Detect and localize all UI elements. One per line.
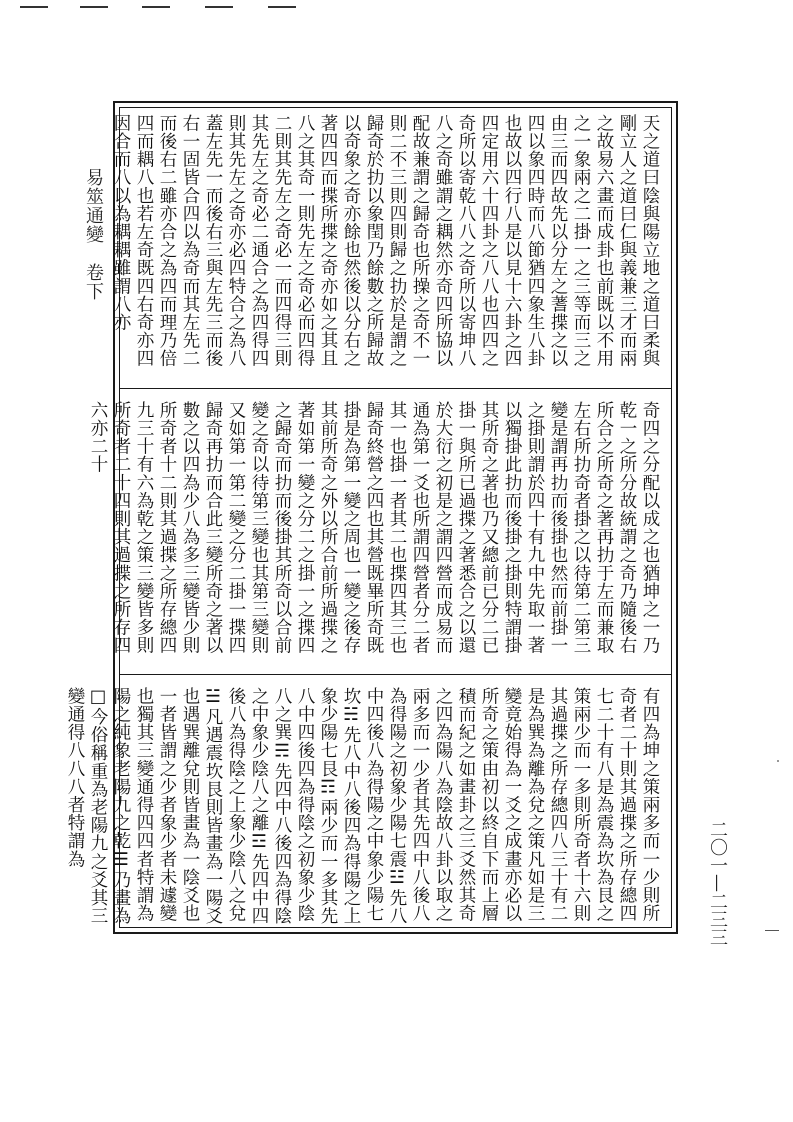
block-divider-2 [120, 674, 671, 675]
top-edge-marks [0, 0, 793, 12]
text-block-1-content: 天之道曰陰與陽立地之道曰柔與剛立人之道曰仁與義兼三才而兩之故易六畫而成卦也前既以不用之一象兩之二掛一之三等而三之由三而四故先以分左之蓍揲之以四以象四時而八節猶四象生八卦也故以四行八是以見十六卦之四四定用六十四卦之八八也四四之奇所以寄乾八八之奇所以寄坤八八之奇雖謂之耦然亦奇四所協以配故兼謂之歸奇也所操之奇不一則二不三則四則歸之扐於是謂之歸奇於扐以象閏乃餘數之所歸故以奇象之奇亦餘也然後以分右之著四四而揲所揲之奇亦如之其且八之其奇一則先左之奇必而四得二則其先左之奇必一而四得三則其先左之奇必二通合之為四得四則其先左之奇亦必四特合之為八蓋左先一而後右三與左先三而後右一固皆合四以為奇而其左先二而後右二雖亦合之為四而理乃倍四而耦八也若左奇既四右奇亦四因合而八以為耦耦雖謂八亦 [111, 114, 660, 368]
text-block-3-content: 有四為坤之策兩多而一少則所奇者二十則其過揲之所存總四七二十有八是為震為坎為艮之策兩少而一多則所奇者十六則其過揲之所存總四八三十有二是為巽為離為兌之策凡如是三變竟始得為一爻之成畫亦必以所奇之策由初以終自下而上層積而紀之如畫卦之三爻然其奇之四為陽八為陰故八卦以取之兩多而一少者其先四中八後八為得陽之初象少陽七震☳先八中四後八為得陽之中象少陽七坎☵先八中八後四為得陽之上象少陽七艮☶兩少而一多其先八中四後四為得陰之初象少陰八之巽☴先四中八後四為得陰之中象少陰八之離☲先四中四後八為得陰之上象少陰八之兌☱凡遇震坎艮則皆畫為一陽爻也遇巽離兌則皆畫為一陰爻也一者皆謂之少者象少者未遽變也獨其三變通得四四者特謂為陽之純象老陽九之乾☰乃畫為□今俗稱重為老陽九之爻其三變通得八八八者特謂為 [65, 687, 660, 925]
page-number: 二〇一—二三三 [707, 820, 728, 946]
text-block-1 [111, 108, 671, 384]
edge-dot [777, 760, 779, 762]
edge-mark [765, 930, 779, 931]
text-block-2 [88, 395, 671, 670]
book-title: 易筮通變 卷下 [83, 168, 104, 301]
text-block-3 [65, 681, 671, 931]
block-divider-1 [120, 388, 671, 389]
text-block-2-content: 奇四之分配以成之也猶坤之一乃乾一之所分故統謂之奇乃隨後右所合之所奇之著再扐于左而兼取左右所扐奇者掛之以待第二第三變是謂再扐而後掛也然而前掛一之掛則謂於四十有九中先取一著以獨掛此扐而後掛之掛則特謂掛其所奇之著也乃又總前已分二已掛一與所已過揲之著悉合之以還於大衍之初是之謂四營而成易而通為第一爻也所謂四營者分二者其一也掛一者其二也揲四其三也歸奇終營之四也其營既畢所奇既掛是為第一變之周也一變之後存其前所奇之外以所合前所過揲之著如第一變之分二之掛一之揲四之歸奇而扐而後掛其所奇以合前變之奇以待第三變也其第三變則又如第一第二變之分二掛一揲四歸奇再扐而合此三變所奇之著以數之以四為少八為多三變皆少則所奇者十二則其過揲之所存總四九三十有六為乾之策三變皆多則所奇者二十四則其過揲之所存四六亦二十 [88, 401, 660, 655]
